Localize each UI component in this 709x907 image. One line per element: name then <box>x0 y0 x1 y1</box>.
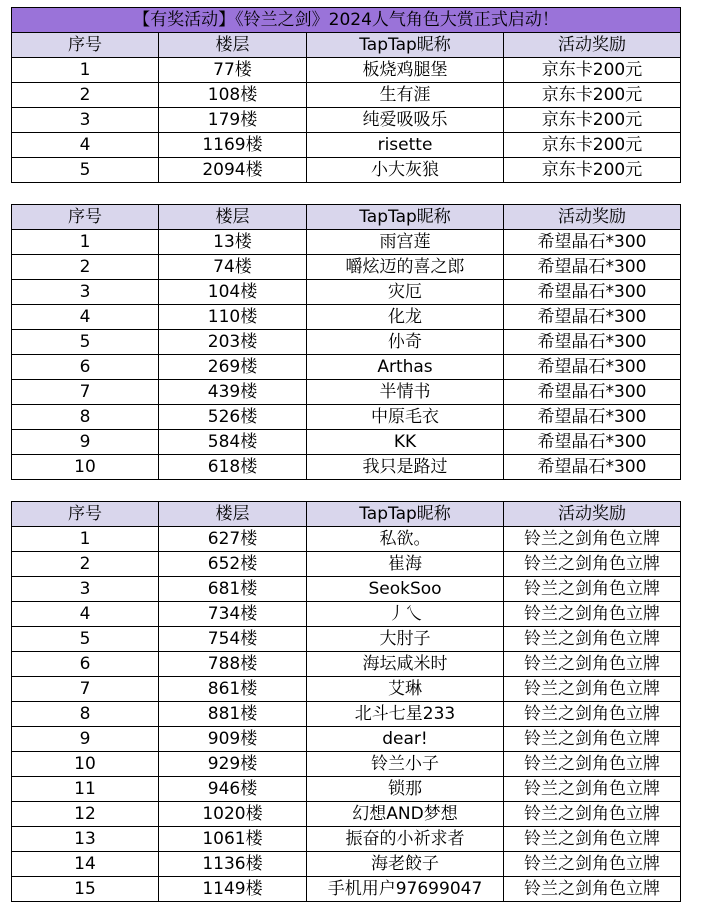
nickname-cell: 海坛咸米时 <box>307 652 504 677</box>
floor-cell: 627楼 <box>159 527 307 552</box>
reward-cell: 京东卡200元 <box>504 108 681 133</box>
reward-cell: 希望晶石*300 <box>504 330 681 355</box>
floor-cell: 734楼 <box>159 602 307 627</box>
reward-cell: 京东卡200元 <box>504 83 681 108</box>
reward-cell: 希望晶石*300 <box>504 280 681 305</box>
index-cell: 3 <box>12 577 159 602</box>
header-row <box>12 205 681 230</box>
nickname-cell: 仦奇 <box>307 330 504 355</box>
nickname-cell: 海老餃子 <box>307 852 504 877</box>
nickname-cell: 丿乀 <box>307 602 504 627</box>
table-row <box>12 230 681 255</box>
nickname-cell: 灾厄 <box>307 280 504 305</box>
nickname-cell: 半情书 <box>307 380 504 405</box>
floor-cell: 269楼 <box>159 355 307 380</box>
index-cell: 4 <box>12 602 159 627</box>
index-cell: 8 <box>12 405 159 430</box>
nickname-cell: KK <box>307 430 504 455</box>
index-cell: 10 <box>12 752 159 777</box>
index-cell: 3 <box>12 108 159 133</box>
header-nickname: TapTap昵称 <box>307 33 504 58</box>
nickname-cell: 北斗七星233 <box>307 702 504 727</box>
table-row <box>12 83 681 108</box>
floor-cell: 909楼 <box>159 727 307 752</box>
floor-cell: 1136楼 <box>159 852 307 877</box>
table-row <box>12 702 681 727</box>
reward-cell: 铃兰之剑角色立牌 <box>504 702 681 727</box>
table-row <box>12 577 681 602</box>
index-cell: 8 <box>12 702 159 727</box>
nickname-cell: 嚼炫迈的喜之郎 <box>307 255 504 280</box>
table-row <box>12 330 681 355</box>
reward-cell: 铃兰之剑角色立牌 <box>504 602 681 627</box>
winners-table-hope-crystal <box>11 204 681 480</box>
floor-cell: 881楼 <box>159 702 307 727</box>
table-row <box>12 677 681 702</box>
table-row <box>12 727 681 752</box>
header-reward: 活动奖励 <box>504 33 681 58</box>
floor-cell: 754楼 <box>159 627 307 652</box>
table-row <box>12 255 681 280</box>
reward-cell: 铃兰之剑角色立牌 <box>504 852 681 877</box>
floor-cell: 439楼 <box>159 380 307 405</box>
table-row <box>12 158 681 183</box>
index-cell: 1 <box>12 527 159 552</box>
nickname-cell: 艾琳 <box>307 677 504 702</box>
floor-cell: 1061楼 <box>159 827 307 852</box>
table-row <box>12 877 681 902</box>
reward-cell: 京东卡200元 <box>504 58 681 83</box>
table-row <box>12 305 681 330</box>
reward-cell: 京东卡200元 <box>504 158 681 183</box>
header-reward: 活动奖励 <box>504 502 681 527</box>
index-cell: 5 <box>12 158 159 183</box>
table-row <box>12 527 681 552</box>
header-nickname: TapTap昵称 <box>307 205 504 230</box>
floor-cell: 946楼 <box>159 777 307 802</box>
nickname-cell: 私欲。 <box>307 527 504 552</box>
floor-cell: 681楼 <box>159 577 307 602</box>
table-row <box>12 752 681 777</box>
index-cell: 3 <box>12 280 159 305</box>
header-row <box>12 33 681 58</box>
winners-table-standee <box>11 501 681 902</box>
nickname-cell: 生有涯 <box>307 83 504 108</box>
table-row <box>12 405 681 430</box>
index-cell: 2 <box>12 552 159 577</box>
nickname-cell: 小大灰狼 <box>307 158 504 183</box>
nickname-cell: 化龙 <box>307 305 504 330</box>
reward-cell: 希望晶石*300 <box>504 230 681 255</box>
index-cell: 5 <box>12 330 159 355</box>
index-cell: 5 <box>12 627 159 652</box>
floor-cell: 13楼 <box>159 230 307 255</box>
floor-cell: 203楼 <box>159 330 307 355</box>
table-row <box>12 627 681 652</box>
nickname-cell: risette <box>307 133 504 158</box>
header-floor: 楼层 <box>159 502 307 527</box>
header-row <box>12 502 681 527</box>
index-cell: 6 <box>12 355 159 380</box>
index-cell: 4 <box>12 305 159 330</box>
nickname-cell: SeokSoo <box>307 577 504 602</box>
reward-cell: 希望晶石*300 <box>504 355 681 380</box>
header-index: 序号 <box>12 502 159 527</box>
index-cell: 1 <box>12 58 159 83</box>
floor-cell: 74楼 <box>159 255 307 280</box>
reward-cell: 铃兰之剑角色立牌 <box>504 777 681 802</box>
index-cell: 6 <box>12 652 159 677</box>
floor-cell: 618楼 <box>159 455 307 480</box>
reward-cell: 希望晶石*300 <box>504 405 681 430</box>
index-cell: 2 <box>12 83 159 108</box>
reward-cell: 铃兰之剑角色立牌 <box>504 877 681 902</box>
reward-cell: 铃兰之剑角色立牌 <box>504 577 681 602</box>
title-row <box>12 8 681 33</box>
floor-cell: 584楼 <box>159 430 307 455</box>
table-row <box>12 455 681 480</box>
reward-cell: 希望晶石*300 <box>504 430 681 455</box>
index-cell: 7 <box>12 380 159 405</box>
header-floor: 楼层 <box>159 33 307 58</box>
table-row <box>12 430 681 455</box>
floor-cell: 1169楼 <box>159 133 307 158</box>
floor-cell: 108楼 <box>159 83 307 108</box>
table-row <box>12 777 681 802</box>
floor-cell: 788楼 <box>159 652 307 677</box>
floor-cell: 2094楼 <box>159 158 307 183</box>
reward-cell: 希望晶石*300 <box>504 255 681 280</box>
nickname-cell: 板烧鸡腿堡 <box>307 58 504 83</box>
index-cell: 9 <box>12 430 159 455</box>
index-cell: 15 <box>12 877 159 902</box>
nickname-cell: Arthas <box>307 355 504 380</box>
index-cell: 12 <box>12 802 159 827</box>
reward-cell: 铃兰之剑角色立牌 <box>504 727 681 752</box>
nickname-cell: 幻想AND梦想 <box>307 802 504 827</box>
floor-cell: 652楼 <box>159 552 307 577</box>
floor-cell: 526楼 <box>159 405 307 430</box>
nickname-cell: dear! <box>307 727 504 752</box>
index-cell: 7 <box>12 677 159 702</box>
reward-cell: 希望晶石*300 <box>504 455 681 480</box>
index-cell: 13 <box>12 827 159 852</box>
reward-cell: 铃兰之剑角色立牌 <box>504 752 681 777</box>
nickname-cell: 纯爱吸吸乐 <box>307 108 504 133</box>
header-index: 序号 <box>12 33 159 58</box>
winners-table-jd-card <box>11 7 681 183</box>
nickname-cell: 大肘子 <box>307 627 504 652</box>
index-cell: 11 <box>12 777 159 802</box>
table-row <box>12 108 681 133</box>
index-cell: 9 <box>12 727 159 752</box>
table-row <box>12 827 681 852</box>
floor-cell: 179楼 <box>159 108 307 133</box>
floor-cell: 110楼 <box>159 305 307 330</box>
reward-cell: 希望晶石*300 <box>504 305 681 330</box>
floor-cell: 104楼 <box>159 280 307 305</box>
reward-cell: 铃兰之剑角色立牌 <box>504 627 681 652</box>
nickname-cell: 雨宫莲 <box>307 230 504 255</box>
table-row <box>12 133 681 158</box>
event-title: 【有奖活动】《铃兰之剑》2024人气角色大赏正式启动！ <box>12 8 681 33</box>
header-reward: 活动奖励 <box>504 205 681 230</box>
table-row <box>12 802 681 827</box>
header-nickname: TapTap昵称 <box>307 502 504 527</box>
nickname-cell: 我只是路过 <box>307 455 504 480</box>
reward-cell: 铃兰之剑角色立牌 <box>504 827 681 852</box>
floor-cell: 77楼 <box>159 58 307 83</box>
nickname-cell: 崔海 <box>307 552 504 577</box>
table-row <box>12 380 681 405</box>
table-row <box>12 58 681 83</box>
reward-cell: 铃兰之剑角色立牌 <box>504 802 681 827</box>
table-row <box>12 355 681 380</box>
reward-cell: 希望晶石*300 <box>504 380 681 405</box>
reward-cell: 铃兰之剑角色立牌 <box>504 677 681 702</box>
nickname-cell: 手机用户97699047 <box>307 877 504 902</box>
nickname-cell: 中原毛衣 <box>307 405 504 430</box>
reward-cell: 京东卡200元 <box>504 133 681 158</box>
floor-cell: 929楼 <box>159 752 307 777</box>
reward-cell: 铃兰之剑角色立牌 <box>504 552 681 577</box>
index-cell: 4 <box>12 133 159 158</box>
index-cell: 1 <box>12 230 159 255</box>
table-row <box>12 552 681 577</box>
nickname-cell: 锁那 <box>307 777 504 802</box>
table-row <box>12 602 681 627</box>
header-floor: 楼层 <box>159 205 307 230</box>
floor-cell: 1149楼 <box>159 877 307 902</box>
floor-cell: 861楼 <box>159 677 307 702</box>
table-row <box>12 852 681 877</box>
reward-cell: 铃兰之剑角色立牌 <box>504 652 681 677</box>
table-row <box>12 280 681 305</box>
index-cell: 2 <box>12 255 159 280</box>
nickname-cell: 振奋的小祈求者 <box>307 827 504 852</box>
index-cell: 14 <box>12 852 159 877</box>
index-cell: 10 <box>12 455 159 480</box>
nickname-cell: 铃兰小子 <box>307 752 504 777</box>
reward-cell: 铃兰之剑角色立牌 <box>504 527 681 552</box>
header-index: 序号 <box>12 205 159 230</box>
floor-cell: 1020楼 <box>159 802 307 827</box>
table-row <box>12 652 681 677</box>
